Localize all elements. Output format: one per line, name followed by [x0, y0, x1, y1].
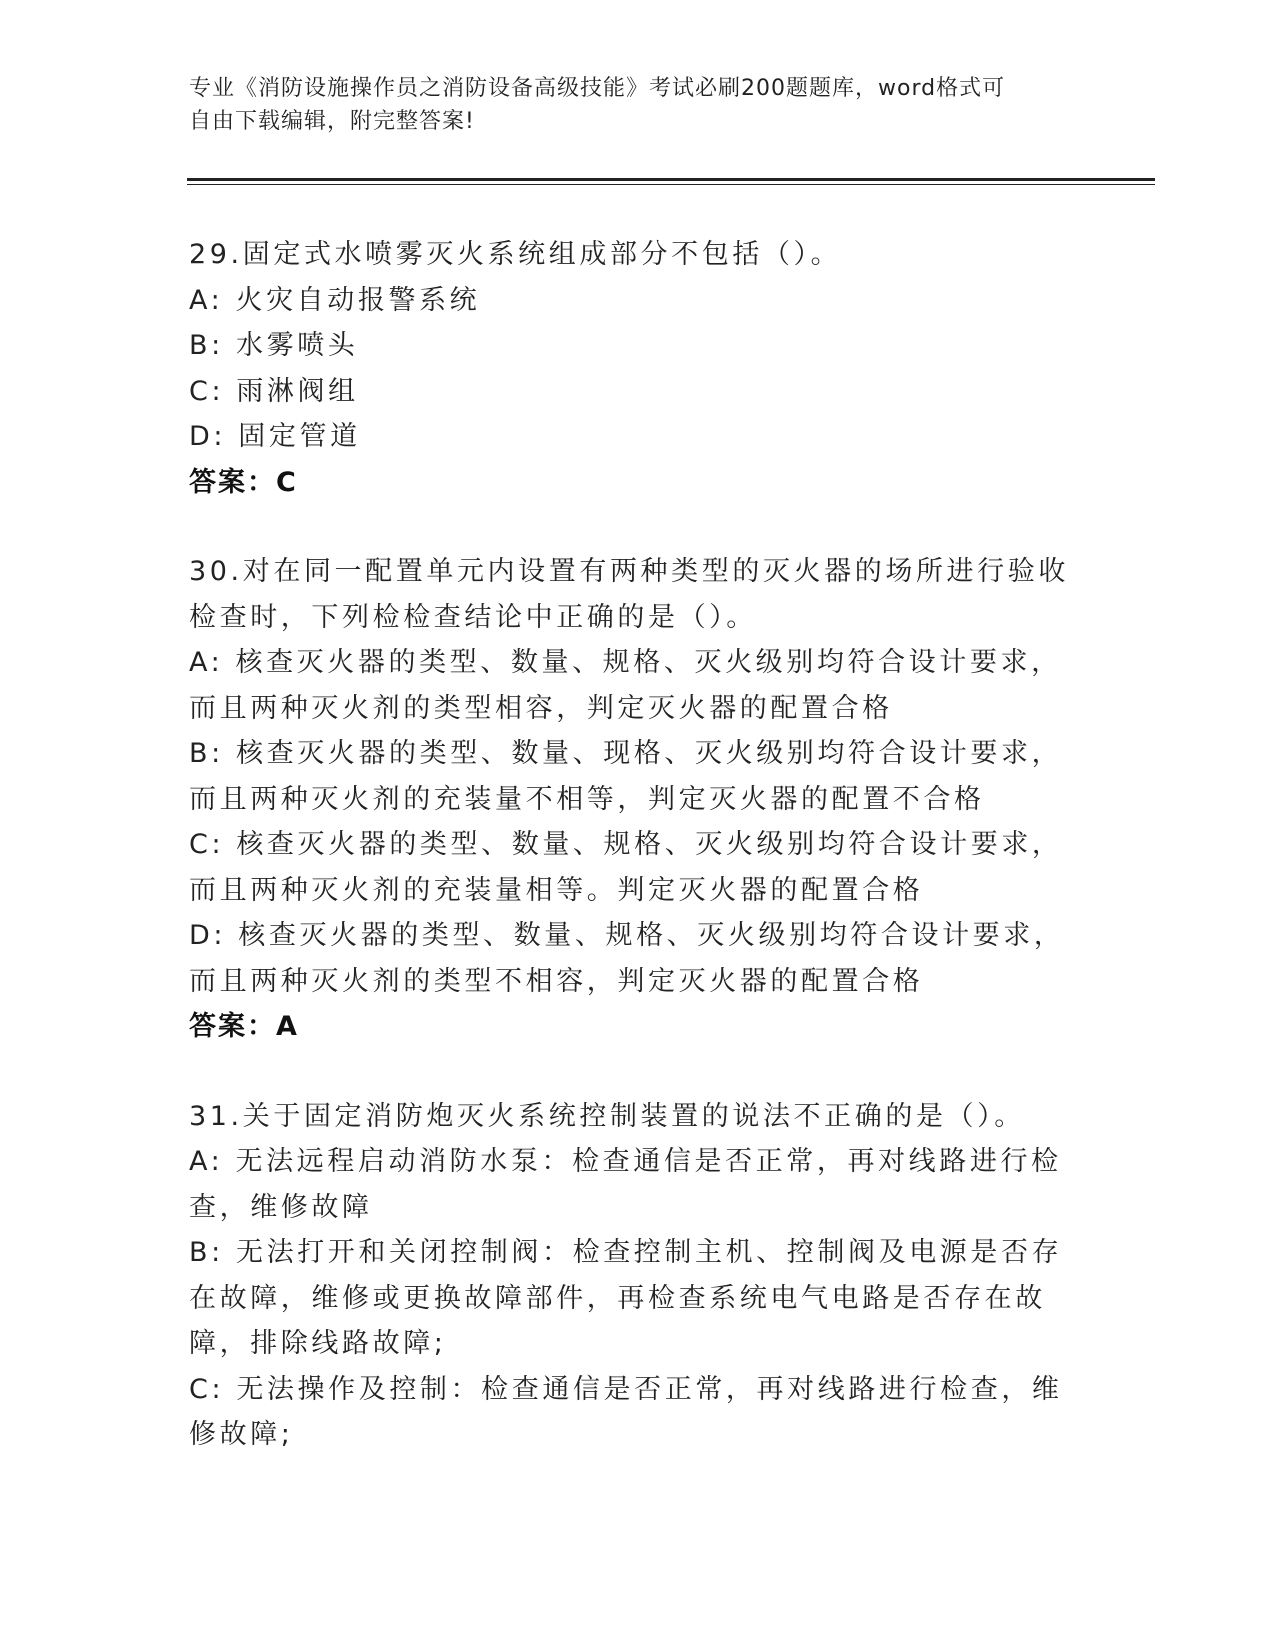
question-31 — [189, 1094, 1079, 1458]
answer-label: 答案：A — [189, 1011, 299, 1042]
question-stem: 29.固定式水喷雾灭火系统组成部分不包括（）。 — [189, 239, 842, 270]
option-c: C: 无法操作及控制：检查通信是否正常，再对线路进行检查，维修故障; — [189, 1373, 1063, 1450]
question-stem: 31.关于固定消防炮灭火系统控制装置的说法不正确的是（）。 — [189, 1100, 1025, 1132]
option-a: A: 无法远程启动消防水泵：检查通信是否正常，再对线路进行检查，维修故障 — [189, 1146, 1062, 1223]
option-a: A: 核查灭火器的类型、数量、规格、灭火级别均符合设计要求，而且两种灭火剂的类型相容，判定灭火器的配置合格 — [189, 647, 1062, 724]
question-29 — [189, 232, 1079, 505]
header-divider-thin — [187, 184, 1155, 185]
option-a: A: 火灾自动报警系统 — [189, 284, 481, 316]
answer-label: 答案：C — [189, 466, 298, 498]
header-divider-thick — [187, 178, 1155, 181]
option-c: C: 核查灭火器的类型、数量、规格、灭火级别均符合设计要求，而且两种灭火剂的充装量相等。判定灭火器的配置合格 — [189, 829, 1063, 906]
option-c: C: 雨淋阀组 — [189, 375, 359, 407]
question-30 — [189, 549, 1079, 1050]
option-d: D: 核查灭火器的类型、数量、规格、灭火级别均符合设计要求，而且两种灭火剂的类型不相容，判定灭火器的配置合格 — [189, 920, 1065, 997]
option-b: B: 无法打开和关闭控制阀：检查控制主机、控制阀及电源是否存在故障，维修或更换故障部件，再检查系统电气电路是否存在故障，排除线路故障; — [189, 1237, 1063, 1359]
option-d: D: 固定管道 — [189, 421, 361, 452]
header-line-1: 专业《消防设施操作员之消防设备高级技能》考试必刷200题题库，word格式可 — [189, 76, 1006, 101]
header-line-2: 自由下载编辑，附完整答案! — [189, 109, 475, 134]
question-list — [189, 232, 1079, 1502]
option-b: B: 核查灭火器的类型、数量、现格、灭火级别均符合设计要求，而且两种灭火剂的充装量不相等，判定灭火器的配置不合格 — [189, 738, 1063, 815]
document-header — [189, 72, 1089, 138]
option-b: B: 水雾喷头 — [189, 330, 359, 361]
question-stem: 30.对在同一配置单元内设置有两种类型的灭火器的场所进行验收检查时，下列检检查结论中正确的是（）。 — [189, 556, 1069, 633]
